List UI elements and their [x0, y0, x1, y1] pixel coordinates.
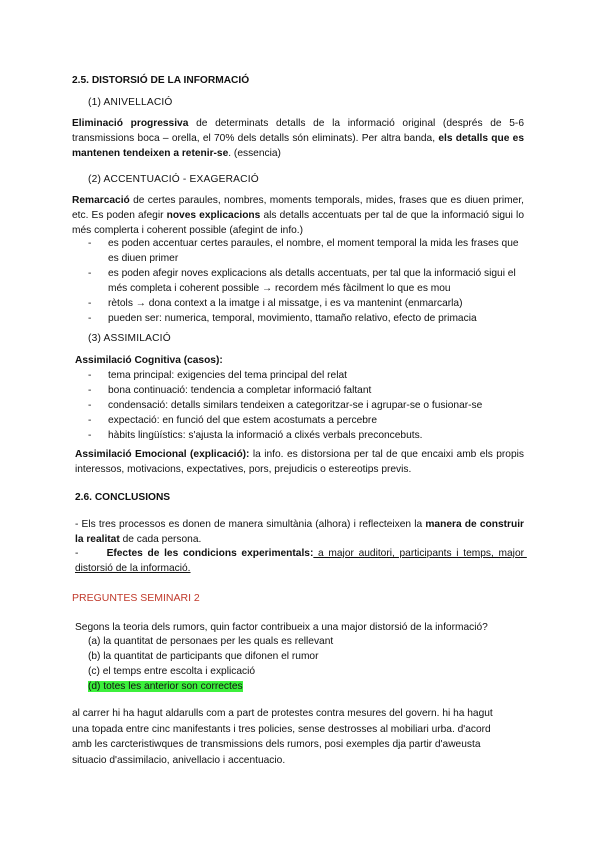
text-accentuacio-2: als detalls accentuats per tal de que la informació sigui lo més complerta i coherent possible (afegint de info.) [72, 210, 524, 236]
list-item: - rètols → dona context a la imatge i al missatge, i es va mantenint (enmarcarla) [88, 296, 524, 311]
term-detalls: els detalls que es mantenen tendeixen a retenir-se [72, 133, 524, 159]
conclusion-1-prefix: - Els tres processos es donen de manera simultània (alhora) i reflecteixen la [75, 519, 426, 530]
list-item: - es poden accentuar certes paraules, el nombre, el moment temporal la mida les frases que es diuen primer [88, 236, 524, 266]
option-d-highlight: (d) totes les anterior son correctes [88, 681, 243, 692]
list-item: - condensació: detalls similars tendeixen a categoritzar-se i agrupar-se o fusionar-se [88, 398, 524, 413]
paragraph-anivellacio [72, 116, 524, 161]
list-item: - pueden ser: numerica, temporal, movimiento, ttamaño relativo, efecto de primacia [88, 311, 524, 326]
list-item: - tema principal: exigencies del tema principal del relat [88, 368, 524, 383]
term-efectes: Efectes de les condicions experimentals: [106, 548, 314, 559]
paragraph-accentuacio [72, 193, 524, 238]
subheading-assimilacio: (3) ASSIMILACIÓ [88, 333, 171, 344]
seminar-paragraph: al carrer hi ha hagut aldarulls com a part de protestes contra mesures del govern. hi ha hagut una topada entre cinc manifestants i tres policies, sense destrosses al mobiliari urba. d'acord amb les carcteristiwques de transmissions dels rumors, posi exemples dja partir d'aweusta situacio d'assimilacio, anivellacio i accentuacio. [72, 708, 493, 766]
option-a: (a) la quantitat de personaes per les quals es rellevant [88, 636, 334, 647]
seminar-title: PREGUNTES SEMINARI 2 [72, 592, 200, 604]
text-anivellacio-2: . (essencia) [228, 148, 281, 159]
conclusion-2-prefix: - [75, 548, 107, 559]
text-anivellacio-1: de determinats detalls de la informació original (després de 5-6 transmissions boca – orella, el 70% dels detalls són eliminats). Per altra banda, [72, 118, 524, 144]
list-item: - bona continuació: tendencia a completar informació faltant [88, 383, 524, 398]
term-manera-realitat: manera de construir la realitat [75, 519, 524, 545]
title-assimilacio-cognitiva [75, 353, 527, 368]
text-emocional: la info. es distorsiona per tal de que encaixi amb els propis interessos, motivacions, expectatives, pors, prejudicis o estereotips previs. [75, 449, 524, 475]
term-eliminacio: Eliminació progressiva [72, 118, 189, 129]
list-assimilacio-cognitiva [88, 368, 524, 443]
subheading-accentuacio: (2) ACCENTUACIÓ - EXAGERACIÓ [88, 174, 259, 185]
paragraph-assimilacio-emocional [75, 447, 524, 477]
option-d [88, 679, 333, 694]
term-noves-explicacions: noves explicacions [166, 210, 261, 221]
list-item: - expectació: en funció del que estem acostumats a percebre [88, 413, 524, 428]
text-accentuacio-1: de certes paraules, nombres, moments temporals, mides, frases que es diuen primer, etc. Es poden afegir [72, 195, 524, 221]
subheading-anivellacio: (1) ANIVELLACIÓ [88, 97, 173, 108]
option-c: (c) el temps entre escolta i explicació [88, 666, 256, 677]
list-item: - hàbits lingüístics: s'ajusta la informació a clixés verbals preconcebuts. [88, 428, 524, 443]
list-item: - es poden afegir noves explicacions als detalls accentuats, per tal que la informació sigui el més completa i coherent possible → recordem més fàcilment lo que es mou [88, 266, 524, 296]
term-cognitiva: Assimilació Cognitiva (casos): [75, 355, 223, 366]
seminar-options [88, 634, 333, 694]
list-accentuacio [88, 236, 524, 326]
conclusion-2-underlined: a major auditori, participants i temps, major distorsió de la informació. [75, 548, 527, 574]
section-heading-distorsio: 2.5. DISTORSIÓ DE LA INFORMACIÓ [72, 75, 250, 86]
conclusion-line-1 [75, 517, 524, 547]
term-emocional: Assimilació Emocional (explicació): [75, 449, 250, 460]
seminar-question: Segons la teoria dels rumors, quin factor contribueix a una major distorsió de la informació? [75, 622, 488, 633]
term-remarcacio: Remarcació [72, 195, 130, 206]
conclusion-line-2 [75, 546, 527, 576]
conclusion-1-suffix: de cada persona. [119, 534, 202, 545]
section-heading-conclusions: 2.6. CONCLUSIONS [75, 492, 171, 503]
option-b: (b) la quantitat de participants que difonen el rumor [88, 651, 319, 662]
